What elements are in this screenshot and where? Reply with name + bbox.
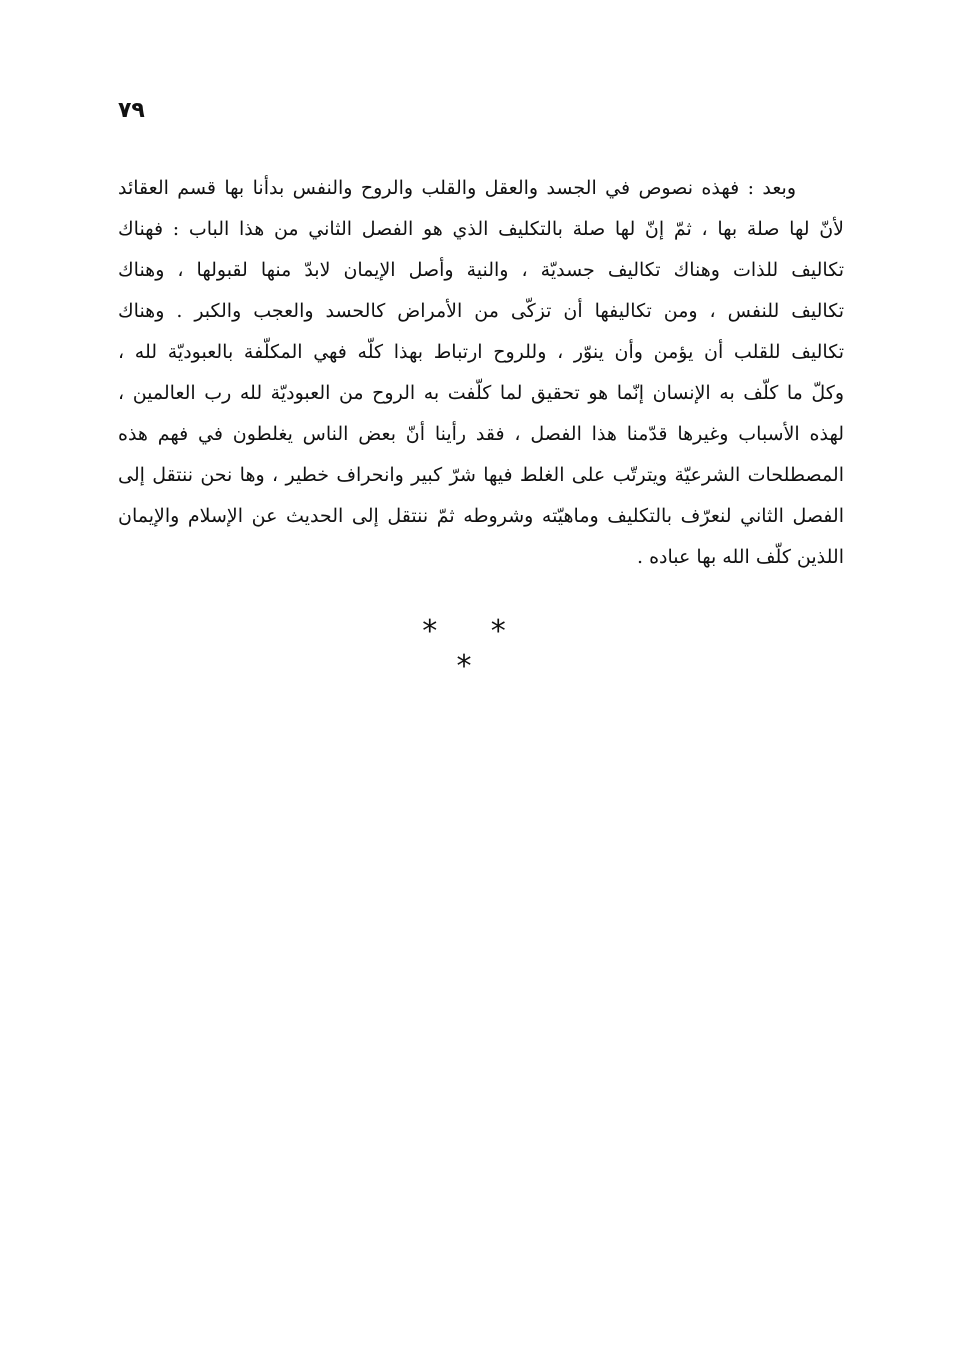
body-paragraph xyxy=(118,168,844,578)
text-line: تكاليف للقلب أن يؤمن وأن ينوّر ، وللروح ارتباط بهذا كلّه فهي المكلّفة بالعبوديّة لله ، xyxy=(118,341,844,363)
text-line: لهذه الأسباب وغيرها قدّمنا هذا الفصل ، فقد رأينا أنّ بعض الناس يغلطون في فهم هذه xyxy=(118,423,844,445)
text-line: لأنّ لها صلة بها ، ثمّ إنّ لها صلة بالتكليف الذي هو الفصل الثاني من هذا الباب : فهناك xyxy=(118,218,844,240)
text-line: وكلّ ما كلّف به الإنسان إنّما هو تحقيق لما كلّفت به الروح من العبوديّة لله رب العالمين ، xyxy=(118,382,844,404)
text-line: وبعد : فهذه نصوص في الجسد والعقل والقلب والروح والنفس بدأنا بها قسم العقائد xyxy=(118,177,796,199)
text-line: المصطلحات الشرعيّة ويترتّب على الغلط فيها شرّ كبير وانحراف خطير ، وها نحن ننتقل إلى xyxy=(118,464,844,486)
text-line: الفصل الثاني لنعرّف بالتكليف وماهيّته وشروطه ثمّ ننتقل إلى الحديث عن الإسلام والإيمان xyxy=(118,505,844,527)
page-number: ٧٩ xyxy=(118,98,145,123)
text-line: تكاليف للنفس ، ومن تكاليفها أن تزكّى من الأمراض كالحسد والعجب والكبر . وهناك xyxy=(118,300,844,322)
section-separator: * * * xyxy=(422,614,528,684)
text-line: تكاليف للذات وهناك تكاليف جسديّة ، والنية وأصل الإيمان لابدّ منها لقبولها ، وهناك xyxy=(118,259,844,281)
text-line: اللذين كلّف الله بها عباده . xyxy=(637,546,844,568)
